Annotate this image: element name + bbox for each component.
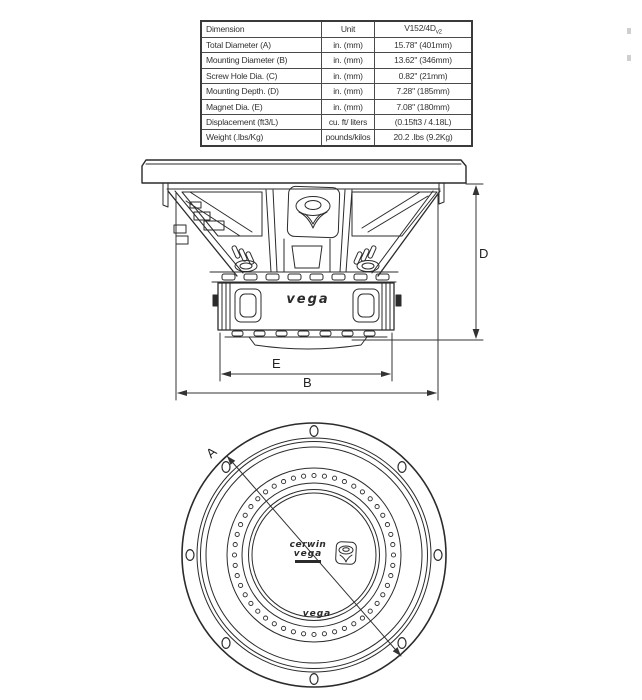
table-row: Weight (.lbs/Kg) pounds/kilos 20.2 .lbs (9.2Kg) xyxy=(201,130,472,146)
table-row: Mounting Diameter (B) in. (mm) 13.62" (346mm) xyxy=(201,53,472,68)
basket-frame xyxy=(168,186,440,276)
col-header-unit: Unit xyxy=(322,21,375,38)
cerwin-vega-logo-text: cerwin vega xyxy=(281,541,335,563)
table-row: Screw Hole Dia. (C) in. (mm) 0.82" (21mm) xyxy=(201,68,472,83)
table-row: Magnet Dia. (E) in. (mm) 7.08" (180mm) xyxy=(201,99,472,114)
col-header-model: $V152/4D_{v2}$ xyxy=(375,21,473,38)
col-header-dimension: Dimension xyxy=(201,21,322,38)
dim-label-magnet-dia: E xyxy=(272,356,281,371)
cerwin-vega-badge-icon xyxy=(287,186,340,238)
cone-vega-logo-text: vega xyxy=(302,609,332,619)
top-plate xyxy=(210,272,398,282)
side-view-drawing xyxy=(142,160,483,400)
table-row: Total Diameter (A) in. (mm) 15.78" (401mm) xyxy=(201,38,472,53)
dim-label-mounting-dia: B xyxy=(303,375,312,390)
edge-artifact xyxy=(627,55,631,61)
table-row: Mounting Depth. (D) in. (mm) 7.28" (185mm) xyxy=(201,84,472,99)
vega-logo-text: vega xyxy=(286,292,330,307)
cerwin-vega-logo-icon xyxy=(335,541,356,564)
dim-label-total-dia: A xyxy=(203,443,220,462)
flange xyxy=(142,160,466,183)
table-row: Displacement (ft3/L) cu. ft/ liters (0.15ft3 / 4.18L) xyxy=(201,114,472,129)
logo-underline xyxy=(295,560,321,563)
edge-artifact xyxy=(627,28,631,34)
dim-label-depth: D xyxy=(479,246,489,261)
